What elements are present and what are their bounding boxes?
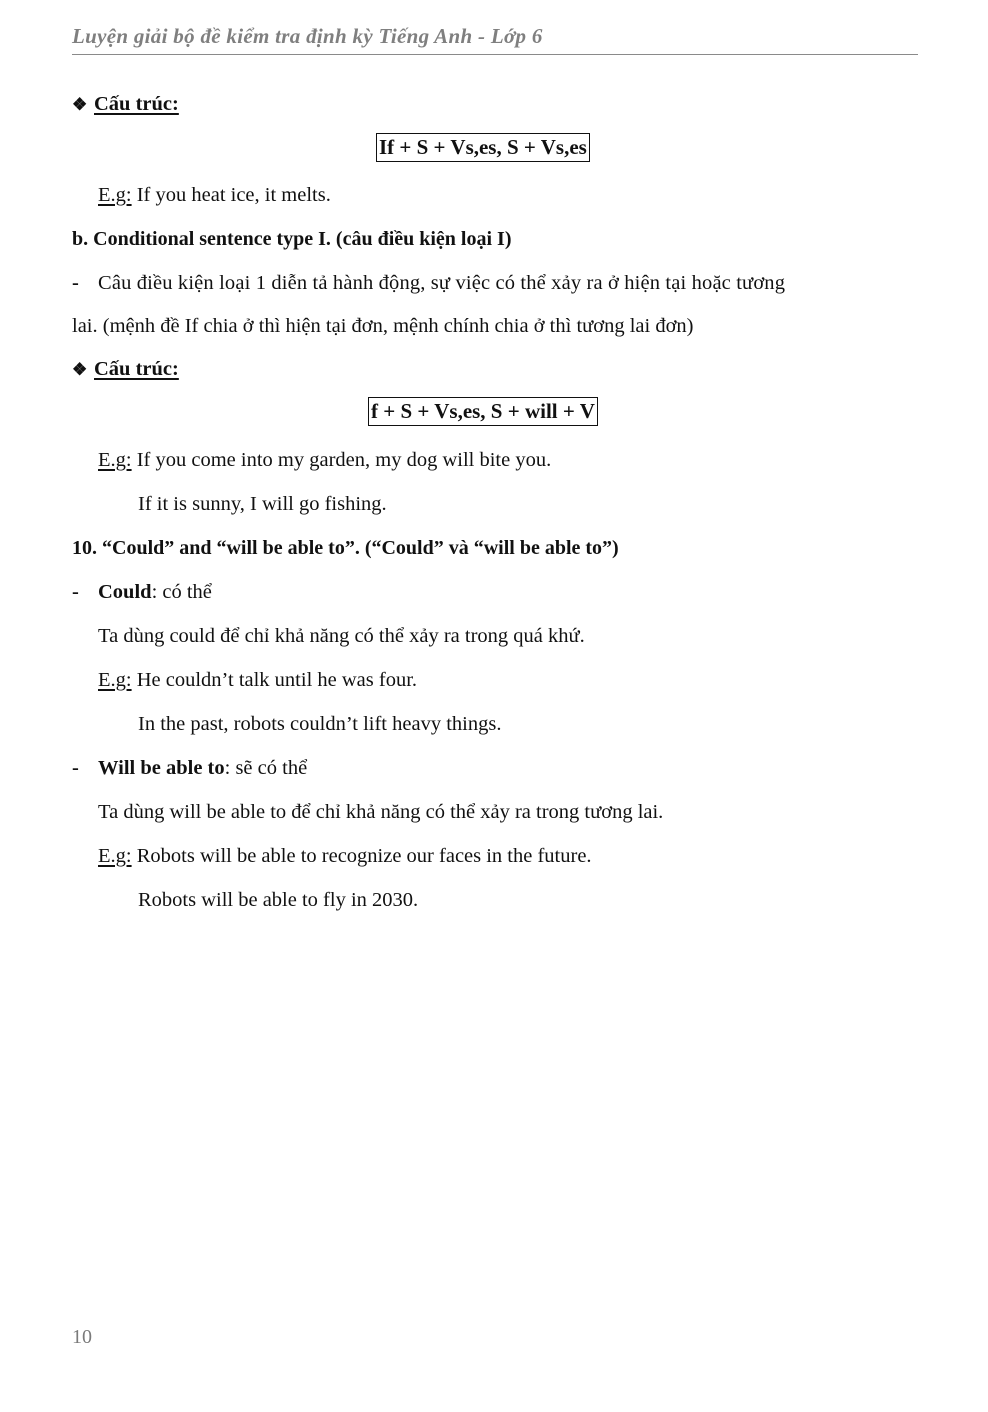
desc-text: Câu điều kiện loại 1 diễn tả hành động, sự việc có thể xảy ra ở hiện tại hoặc tương — [98, 272, 786, 294]
diamond-bullet-icon: ❖ — [72, 360, 88, 379]
example-line-2: In the past, robots couldn’t lift heavy things. — [138, 713, 502, 735]
page-number: 10 — [72, 1326, 92, 1348]
will-be-able-to-term-line — [72, 756, 307, 781]
eg-label: E.g: — [98, 449, 132, 471]
example-line-2: Robots will be able to fly in 2030. — [138, 889, 419, 911]
example-line — [98, 844, 592, 869]
diamond-bullet-icon: ❖ — [72, 95, 88, 114]
eg-label: E.g: — [98, 669, 132, 691]
eg-label: E.g: — [98, 845, 132, 867]
example-text: If you heat ice, it melts. — [136, 184, 331, 206]
example-line — [98, 183, 331, 208]
example-text: Robots will be able to recognize our faces in the future. — [136, 845, 592, 867]
structure-label: Cấu trúc: — [94, 93, 179, 115]
will-be-able-to-meaning: : sẽ có thể — [224, 757, 308, 779]
section-b-desc-line2: lai. (mệnh đề If chia ở thì hiện tại đơn, mệnh chính chia ở thì tương lai đơn) — [72, 315, 694, 337]
could-term: Could — [98, 581, 152, 603]
will-be-able-to-desc: Ta dùng will be able to để chỉ khả năng có thể xảy ra trong tương lai. — [98, 801, 664, 823]
example-line — [98, 448, 551, 473]
page-header — [72, 22, 918, 55]
formula-box-type1: f + S + Vs,es, S + will + V — [368, 397, 598, 426]
header-title: Luyện giải bộ đề kiểm tra định kỳ Tiếng Anh - Lớp 6 — [72, 24, 543, 48]
section-b-heading: b. Conditional sentence type I. (câu điều kiện loại I) — [72, 228, 512, 250]
will-be-able-to-term: Will be able to — [98, 757, 225, 779]
dash-bullet: - — [72, 757, 79, 779]
formula-box-type0: If + S + Vs,es, S + Vs,es — [376, 133, 590, 162]
eg-label: E.g: — [98, 184, 132, 206]
dash-bullet: - — [72, 272, 79, 294]
example-line-2: If it is sunny, I will go fishing. — [138, 493, 387, 515]
example-text: He couldn’t talk until he was four. — [136, 669, 418, 691]
dash-bullet: - — [72, 581, 79, 603]
structure-heading-b — [72, 357, 179, 382]
could-meaning: : có thể — [151, 581, 212, 603]
section-10-heading: 10. “Could” and “will be able to”. (“Could” và “will be able to”) — [72, 537, 619, 559]
section-b-desc-line1 — [72, 271, 785, 296]
could-desc: Ta dùng could để chỉ khả năng có thể xảy ra trong quá khứ. — [98, 625, 585, 647]
structure-label: Cấu trúc: — [94, 358, 179, 380]
could-term-line — [72, 580, 212, 605]
example-text: If you come into my garden, my dog will bite you. — [136, 449, 552, 471]
structure-heading-a — [72, 92, 179, 117]
example-line — [98, 668, 417, 693]
